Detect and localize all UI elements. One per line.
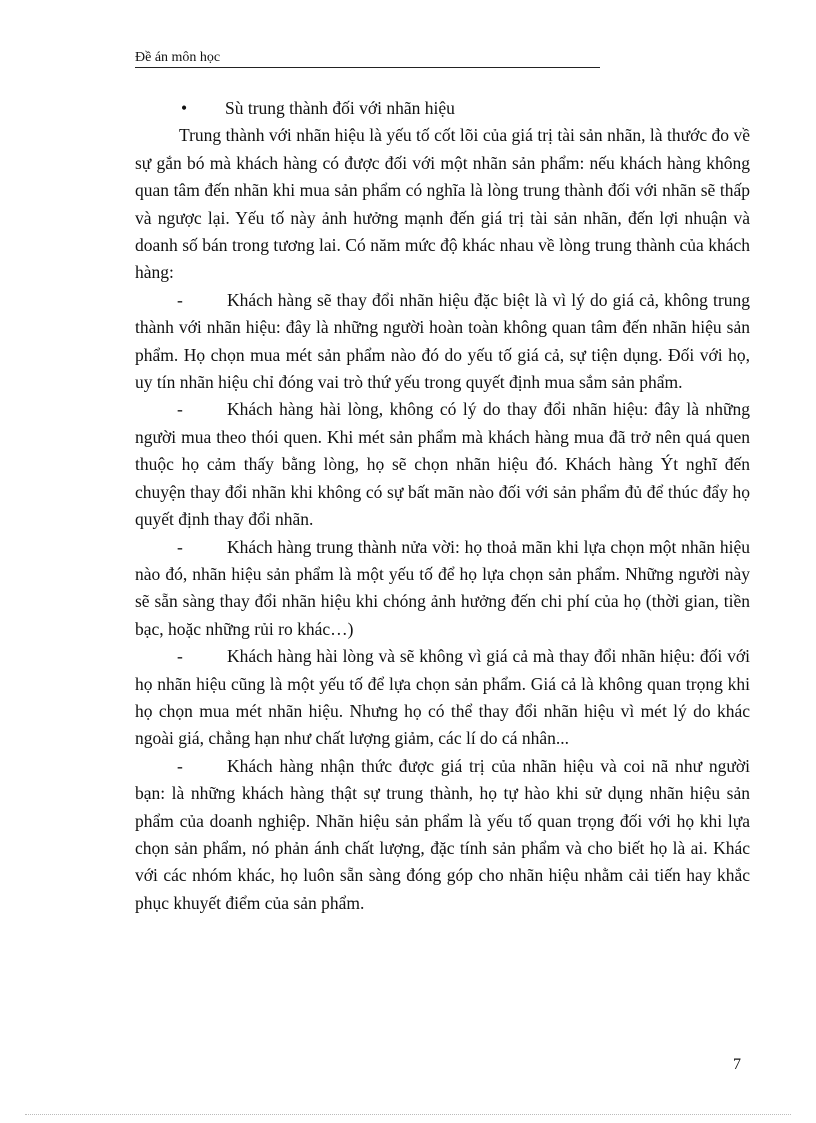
dash-marker: - <box>177 289 183 310</box>
dash-item-text: Khách hàng trung thành nửa vời: họ thoả mãn khi lựa chọn một nhãn hiệu nào đó, nhãn hiệu sản phẩm là một yếu tố để họ lựa chọn sản phẩm. Những người này sẽ sẵn sàng thay đổi nhãn hiệu khi chóng ảnh hưởng đến chi phí của họ (thời gian, tiền bạc, hoặc những rủi ro khác…) <box>135 536 750 639</box>
dash-item-text: Khách hàng hài lòng, không có lý do thay đổi nhãn hiệu: đây là những người mua theo thói quen. Khi mét sản phẩm mà khách hàng mua đã trở nên quá quen thuộc họ cảm thấy bằng lòng, họ sẽ chọn nhãn hiệu đó. Khách hàng Ýt nghĩ đến chuyện thay đổi nhãn khi không có sự bất mãn nào đối với sản phẩm đủ để thúc đẩy họ quyết định thay đổi nhãn. <box>135 399 750 530</box>
dash-marker: - <box>177 399 183 420</box>
footer-divider <box>25 1114 791 1115</box>
bullet-heading-text: Sù trung thành đối với nhãn hiệu <box>225 98 455 118</box>
dash-item <box>135 643 750 753</box>
dash-marker: - <box>177 646 183 667</box>
dash-item <box>135 753 750 917</box>
dash-item-text: Khách hàng sẽ thay đổi nhãn hiệu đặc biệt là vì lý do giá cả, không trung thành với nhãn hiệu: đây là những người hoàn toàn không quan tâm đến nhãn hiệu sản phẩm. Họ chọn mua mét sản phẩm nào đó do yếu tố giá cả, sự tiện dụng. Đối với họ, uy tín nhãn hiệu chỉ đóng vai trò thứ yếu trong quyết định mua sắm sản phẩm. <box>135 289 750 393</box>
running-header <box>135 50 600 68</box>
bullet-heading <box>135 95 750 122</box>
intro-paragraph: Trung thành với nhãn hiệu là yếu tố cốt lõi của giá trị tài sản nhãn, là thước đo về sự gắn bó mà khách hàng có được đối với một nhãn sản phẩm: nếu khách hàng không quan tâm đến nhãn khi mua sản phẩm có nghĩa là lòng trung thành đối với nhãn sẽ thấp và ngược lại. Yếu tố này ảnh hưởng mạnh đến giá trị tài sản nhãn, đến lợi nhuận và doanh số bán trong tương lai. Có năm mức độ khác nhau về lòng trung thành của khách hàng: <box>135 125 750 283</box>
dash-item <box>135 534 750 644</box>
dash-item-text: Khách hàng hài lòng và sẽ không vì giá cả mà thay đổi nhãn hiệu: đối với họ nhãn hiệu cũng là một yếu tố để lựa chọn sản phẩm. Giá cả là không quan trọng khi họ chọn mua mét nhãn hiệu. Nhưng họ có thể thay đổi nhãn hiệu vì mét lý do khác ngoài giá, chẳng hạn như chất lượng giảm, các lí do cá nhân... <box>135 646 750 749</box>
dash-marker: - <box>177 536 183 557</box>
bullet-icon: • <box>181 98 188 118</box>
dash-item <box>135 287 750 397</box>
dash-marker: - <box>177 755 183 776</box>
page-body <box>135 95 750 917</box>
page-number: 7 <box>733 1056 741 1073</box>
header-title: Đề án môn học <box>135 50 221 65</box>
dash-item <box>135 396 750 533</box>
dash-item-text: Khách hàng nhận thức được giá trị của nhãn hiệu và coi nã như người bạn: là những khách hàng thật sự trung thành, họ tự hào khi sử dụng nhãn hiệu sản phẩm của doanh nghiệp. Nhãn hiệu sản phẩm là yếu tố quan trọng đối với họ khi lựa chọn sản phẩm, nó phản ánh chất lượng, đặc tính sản phẩm và cho biết họ là ai. Khác với các nhóm khác, họ luôn sẵn sàng đóng góp cho nhãn hiệu nhằm cải tiến hay khắc phục khuyết điểm của sản phẩm. <box>135 755 750 913</box>
